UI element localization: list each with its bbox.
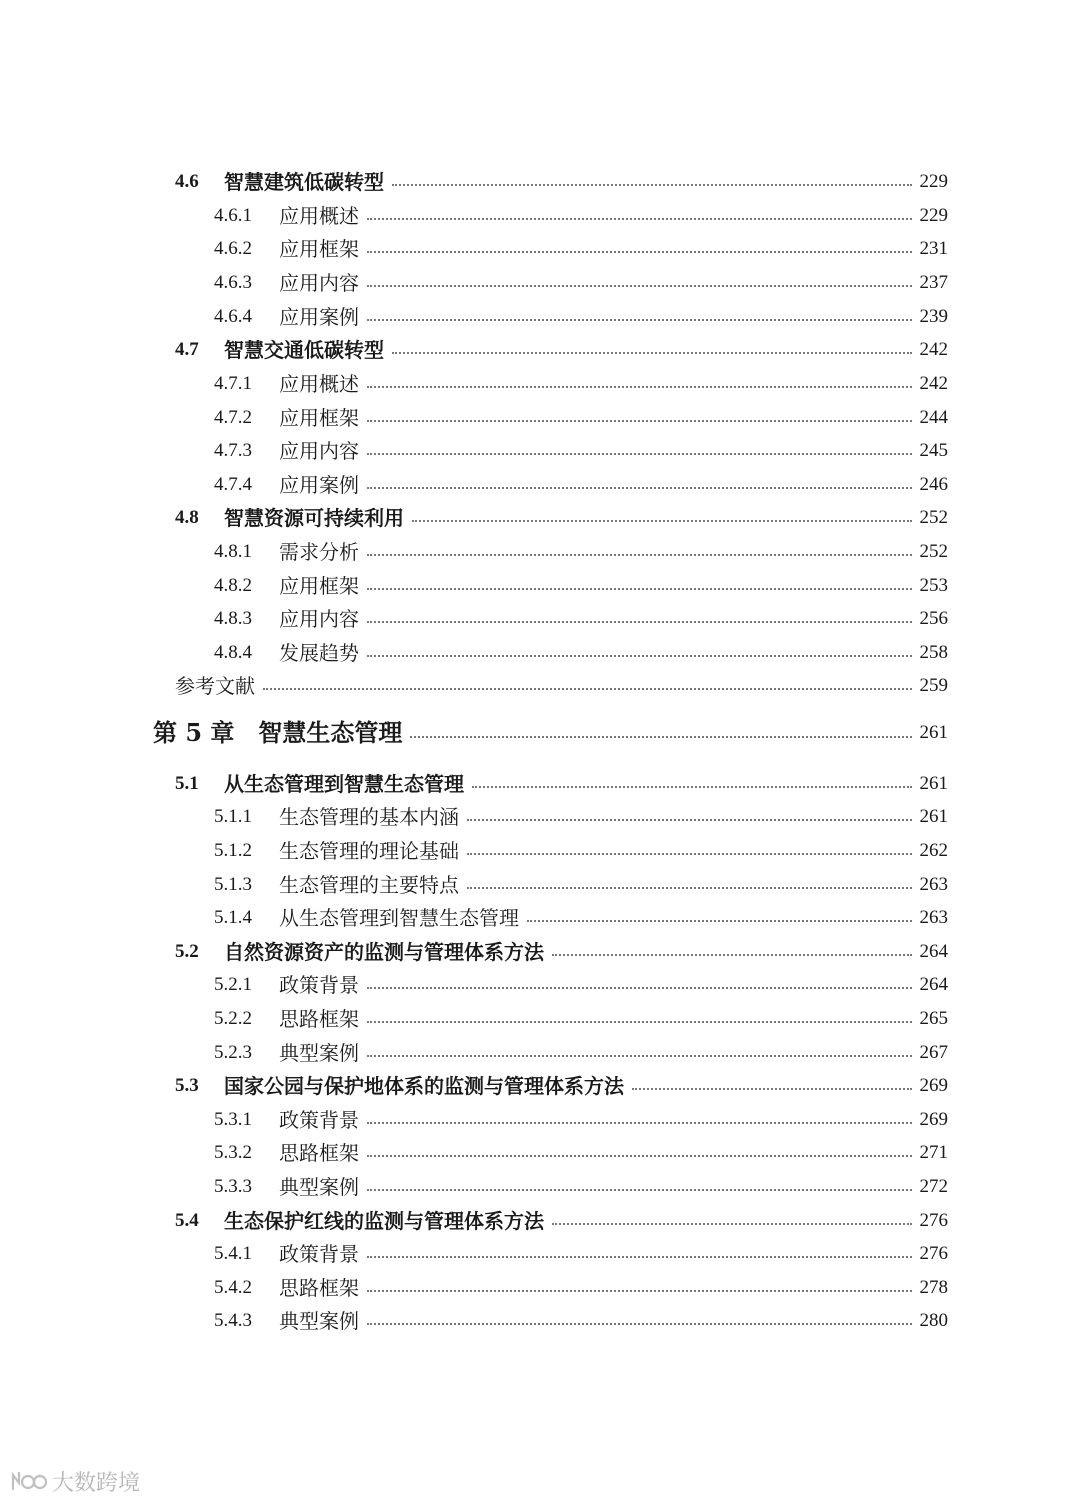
toc-number: 4.7.3 [214,440,252,461]
toc-number: 5.3.2 [214,1142,252,1163]
toc-title: 国家公园与保护地体系的监测与管理体系方法 [224,1074,624,1098]
toc-number: 5.4.1 [214,1243,252,1264]
toc-page-number: 245 [919,440,948,461]
toc-leader-dots [410,736,912,738]
toc-entry-4-6-2 [0,232,1080,266]
toc-number: 5.2.1 [214,974,252,995]
toc-entry-5-3 [0,1069,1080,1103]
toc-entry-chapter [0,713,1080,753]
toc-entry-4-8 [0,501,1080,535]
toc-entry-5-1 [0,767,1080,801]
toc-leader-dots [367,319,912,321]
toc-entry-5-1-2 [0,834,1080,868]
toc-number: 4.8 [175,507,199,528]
toc-entry-4-8-4 [0,636,1080,670]
toc-title: 思路框架 [279,1276,359,1300]
toc-number: 4.7.2 [214,407,252,428]
toc-title: 需求分析 [279,540,359,564]
toc-number: 4.6.4 [214,306,252,327]
toc-title: 参考文献 [175,674,255,698]
toc-leader-dots [367,453,912,455]
toc-page-number: 265 [919,1008,948,1029]
toc-page-number: 271 [919,1142,948,1163]
toc-page-number: 264 [919,941,948,962]
toc-entry-4-6-3 [0,266,1080,300]
toc-page-number: 263 [919,874,948,895]
toc-title: 应用概述 [279,204,359,228]
toc-entry-5-2-3 [0,1036,1080,1070]
toc-number: 4.8.3 [214,608,252,629]
toc-page-number: 267 [919,1042,948,1063]
toc-entry-5-4-2 [0,1271,1080,1305]
toc-number: 5.2.3 [214,1042,252,1063]
toc-leader-dots [392,184,912,186]
toc-leader-dots [367,1290,912,1292]
toc-page-number: 269 [919,1109,948,1130]
toc-leader-dots [527,920,912,922]
toc-number: 4.6.2 [214,238,252,259]
toc-number: 4.7.1 [214,373,252,394]
toc-page-number: 231 [919,238,948,259]
toc-leader-dots [263,688,912,690]
toc-number: 5.4 [175,1210,199,1231]
toc-leader-dots [467,819,912,821]
toc-entry-4-7-2 [0,401,1080,435]
toc-page-number: 244 [919,407,948,428]
toc-number: 5.1 [175,773,199,794]
toc-number: 5.3.3 [214,1176,252,1197]
toc-entry-references [0,669,1080,703]
toc-entry-5-1-3 [0,868,1080,902]
toc-page-number: 237 [919,272,948,293]
toc-page-number: 276 [919,1243,948,1264]
toc-entry-5-1-4 [0,901,1080,935]
toc-number: 5.4.2 [214,1277,252,1298]
toc-leader-dots [392,352,912,354]
toc-leader-dots [367,1323,912,1325]
toc-leader-dots [367,1256,912,1258]
toc-page-number: 259 [919,675,948,696]
toc-title: 政策背景 [279,1108,359,1132]
toc-page-number: 276 [919,1210,948,1231]
toc-number: 4.6.1 [214,205,252,226]
toc-title: 政策背景 [279,1242,359,1266]
toc-leader-dots [467,887,912,889]
toc-entry-5-3-1 [0,1103,1080,1137]
toc-leader-dots [367,386,912,388]
toc-page-number: 252 [919,541,948,562]
toc-title: 从生态管理到智慧生态管理 [224,772,464,796]
toc-page-number: 258 [919,642,948,663]
toc-title: 生态管理的主要特点 [279,873,459,897]
brand-logo-icon [10,1469,48,1495]
watermark-text: 大数跨境 [52,1471,141,1496]
toc-number: 5.1.4 [214,907,252,928]
toc-number: 4.8.4 [214,642,252,663]
toc-leader-dots [367,285,912,287]
toc-title: 生态管理的理论基础 [279,839,459,863]
toc-page-number: 280 [919,1310,948,1331]
toc-leader-dots [552,1223,912,1225]
toc-page-number: 252 [919,507,948,528]
toc-page-number: 278 [919,1277,948,1298]
toc-page-number: 269 [919,1075,948,1096]
toc-number: 5.1.2 [214,840,252,861]
toc-page-number: 261 [919,722,948,743]
toc-leader-dots [367,987,912,989]
toc-entry-4-7 [0,333,1080,367]
toc-title: 应用框架 [279,237,359,261]
toc-leader-dots [367,251,912,253]
toc-leader-dots [367,1055,912,1057]
toc-title: 典型案例 [279,1041,359,1065]
toc-leader-dots [367,1021,912,1023]
toc-title: 生态管理的基本内涵 [279,805,459,829]
toc-entry-5-4-3 [0,1304,1080,1338]
toc-page-number: 246 [919,474,948,495]
toc-page-number: 229 [919,205,948,226]
toc-title: 典型案例 [279,1309,359,1333]
toc-entry-5-2-2 [0,1002,1080,1036]
toc-page-number: 261 [919,806,948,827]
toc-entry-4-6 [0,165,1080,199]
toc-leader-dots [472,786,912,788]
toc-title: 自然资源资产的监测与管理体系方法 [224,940,544,964]
toc-number: 4.7.4 [214,474,252,495]
toc-number: 5.3 [175,1075,199,1096]
toc-entry-4-7-4 [0,468,1080,502]
toc-entry-4-8-1 [0,535,1080,569]
toc-entry-5-3-3 [0,1170,1080,1204]
toc-leader-dots [367,218,912,220]
toc-entry-5-4-1 [0,1237,1080,1271]
toc-number: 5.1.3 [214,874,252,895]
toc-title: 应用内容 [279,439,359,463]
toc-leader-dots [367,420,912,422]
toc-number: 5.4.3 [214,1310,252,1331]
toc-page-number: 264 [919,974,948,995]
toc-number: 5.2.2 [214,1008,252,1029]
toc-page-number: 242 [919,373,948,394]
toc-leader-dots [367,1155,912,1157]
toc-title: 应用概述 [279,372,359,396]
watermark [10,1466,140,1497]
toc-leader-dots [367,554,912,556]
toc-title: 应用框架 [279,406,359,430]
toc-page-number: 261 [919,773,948,794]
toc-number: 5.1.1 [214,806,252,827]
toc-leader-dots [367,1189,912,1191]
toc-title: 政策背景 [279,973,359,997]
toc-entry-5-2 [0,935,1080,969]
toc-page-number: 242 [919,339,948,360]
toc-entry-5-4 [0,1204,1080,1238]
toc-title: 智慧建筑低碳转型 [224,170,384,194]
toc-title: 智慧资源可持续利用 [224,506,404,530]
toc-title: 应用案例 [279,305,359,329]
toc-title: 应用内容 [279,271,359,295]
toc-page-number: 239 [919,306,948,327]
toc-title: 思路框架 [279,1007,359,1031]
toc-page-number: 262 [919,840,948,861]
toc-entry-4-7-1 [0,367,1080,401]
toc-title: 应用内容 [279,607,359,631]
toc-page-number: 229 [919,171,948,192]
toc-leader-dots [412,520,912,522]
toc-leader-dots [367,487,912,489]
toc-leader-dots [367,588,912,590]
toc-entry-4-7-3 [0,434,1080,468]
toc-entry-4-8-2 [0,569,1080,603]
toc-entry-4-8-3 [0,602,1080,636]
toc-leader-dots [552,954,912,956]
toc-page-number: 256 [919,608,948,629]
toc-title: 发展趋势 [279,641,359,665]
toc-title: 生态保护红线的监测与管理体系方法 [224,1209,544,1233]
toc-entry-5-2-1 [0,968,1080,1002]
toc-leader-dots [632,1088,912,1090]
toc-number: 4.8.2 [214,575,252,596]
toc-title: 智慧交通低碳转型 [224,338,384,362]
toc-title: 从生态管理到智慧生态管理 [279,906,519,930]
toc-leader-dots [367,621,912,623]
toc-leader-dots [467,853,912,855]
toc-title: 典型案例 [279,1175,359,1199]
toc-number: 4.6.3 [214,272,252,293]
toc-title: 应用框架 [279,574,359,598]
toc-leader-dots [367,655,912,657]
toc-leader-dots [367,1122,912,1124]
toc-page-number: 272 [919,1176,948,1197]
toc-entry-5-1-1 [0,800,1080,834]
toc-title: 应用案例 [279,473,359,497]
toc-page-number: 253 [919,575,948,596]
toc-number: 4.6 [175,171,199,192]
toc-number: 5.3.1 [214,1109,252,1130]
toc-title: 思路框架 [279,1141,359,1165]
toc-entry-4-6-1 [0,199,1080,233]
toc-number: 5.2 [175,941,199,962]
toc-entry-5-3-2 [0,1136,1080,1170]
toc-number: 4.7 [175,339,199,360]
toc-title: 第 5 章 智慧生态管理 [153,718,403,747]
toc-page-number: 263 [919,907,948,928]
toc-entry-4-6-4 [0,300,1080,334]
toc-number: 4.8.1 [214,541,252,562]
